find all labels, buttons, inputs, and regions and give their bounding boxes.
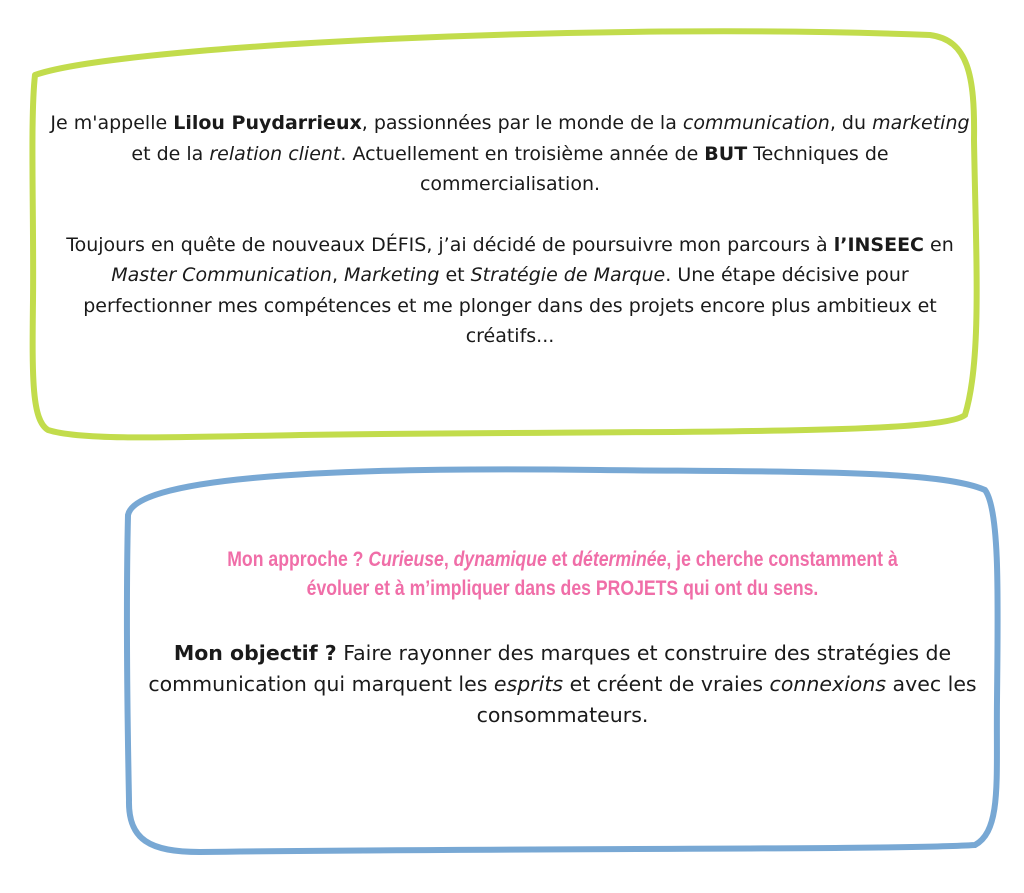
intro-text: . Actuellement en troisième année de xyxy=(340,142,705,165)
approach-paragraph xyxy=(199,545,926,603)
intro-paragraph xyxy=(50,108,970,200)
emphasis-dynamique: dynamique xyxy=(453,548,547,571)
objective-paragraph xyxy=(130,638,995,731)
plans-text: et xyxy=(439,264,471,286)
emphasis-relation-client: relation client xyxy=(209,142,341,165)
person-name: Lilou Puydarrieux xyxy=(173,112,362,134)
school-inseec: l’INSEEC xyxy=(833,233,925,256)
plans-text: , xyxy=(331,264,345,286)
emphasis-master: Master Communication xyxy=(111,264,332,286)
emphasis-marketing: Marketing xyxy=(344,264,440,286)
intro-card xyxy=(50,108,970,352)
emphasis-esprits: esprits xyxy=(493,672,564,696)
intro-text: et de la xyxy=(131,142,210,165)
plans-paragraph xyxy=(50,230,970,352)
emphasis-marketing: marketing xyxy=(872,112,970,134)
intro-text: , du xyxy=(829,112,873,134)
objective-text: Faire rayonner des marques et construire des stratégies de communication qui marquent les xyxy=(148,641,952,696)
intro-text: Techniques de commercialisation. xyxy=(419,142,889,195)
intro-text: Je m'appelle xyxy=(50,112,174,134)
approach-text: et xyxy=(546,548,573,571)
objective-text: avec les consommateurs. xyxy=(476,672,977,727)
plans-text: . Une étape décisive pour perfectionner mes compétences et me plonger dans des projets encore plus ambitieux et créatifs... xyxy=(83,264,937,347)
emphasis-strategie: Stratégie de Marque xyxy=(470,264,666,286)
plans-text: en xyxy=(924,233,954,256)
approach-text: , xyxy=(443,548,454,571)
approach-text: , je cherche constamment à évoluer et à m’impliquer dans des PROJETS qui ont du sens. xyxy=(306,548,898,600)
emphasis-curieuse: Curieuse xyxy=(368,548,444,571)
intro-text: , passionnées par le monde de la xyxy=(361,112,683,134)
plans-text: Toujours en quête de nouveaux DÉFIS, j’ai décidé de poursuivre mon parcours à xyxy=(66,233,834,256)
emphasis-connexions: connexions xyxy=(769,672,887,696)
emphasis-determinee: déterminée xyxy=(572,548,667,571)
approach-text: Mon approche ? xyxy=(227,548,369,571)
objective-text: et créent de vraies xyxy=(563,672,770,696)
approach-card xyxy=(130,545,995,731)
degree-but: BUT xyxy=(704,142,748,165)
emphasis-communication: communication xyxy=(682,112,830,134)
objective-label: Mon objectif ? xyxy=(173,641,337,665)
